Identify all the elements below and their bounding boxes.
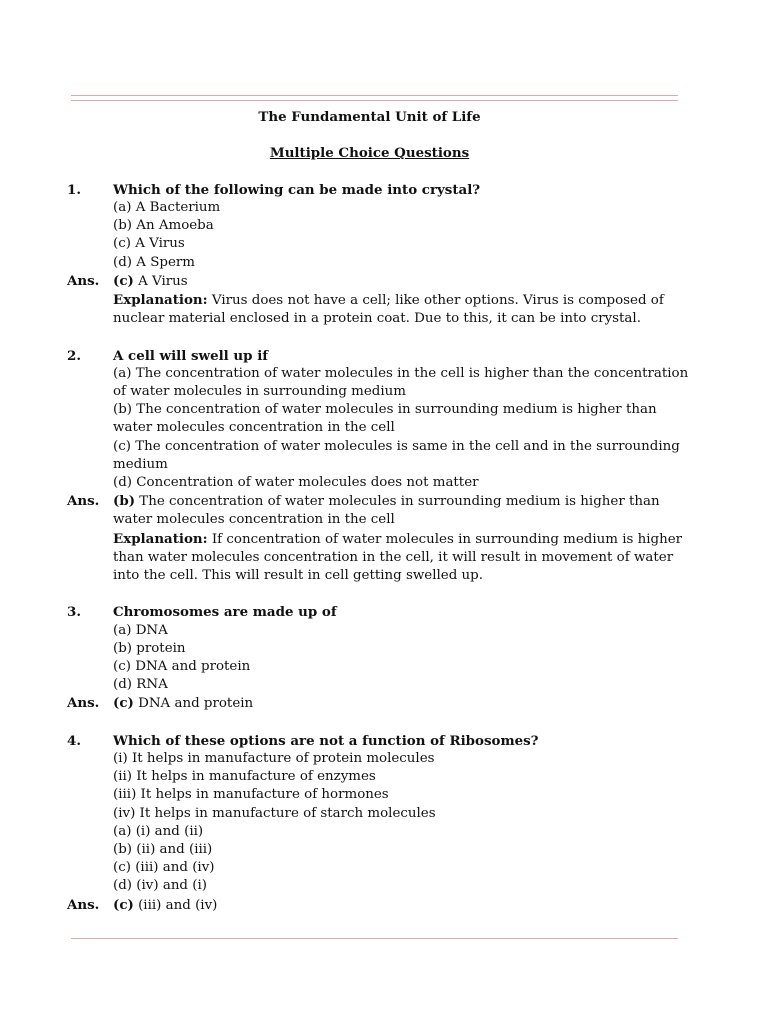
- section-heading: Multiple Choice Questions: [269, 145, 470, 162]
- explanation-label: Explanation:: [113, 292, 208, 308]
- question-3: [67, 603, 692, 713]
- question-number: 4.: [67, 732, 81, 749]
- question-number: 3.: [67, 604, 81, 621]
- option-d: (d) A Sperm: [113, 254, 195, 270]
- statement-iii: (iii) It helps in manufacture of hormones: [113, 787, 389, 803]
- page-title: The Fundamental Unit of Life: [258, 109, 481, 125]
- answer-letter: (b): [113, 493, 136, 510]
- option-c: (c) The concentration of water molecules is same in the cell and in the surrounding medium: [113, 438, 680, 472]
- option-a: (a) DNA: [113, 622, 168, 638]
- explanation-label: Explanation:: [113, 530, 208, 547]
- statement-i: (i) It helps in manufacture of protein molecules: [113, 751, 435, 767]
- question-number: 1.: [67, 181, 81, 198]
- option-d: (d) (iv) and (i): [113, 878, 207, 894]
- option-b: (b) The concentration of water molecules in surrounding medium is higher than water molecules concentration in the cell: [113, 402, 657, 436]
- question-number: 2.: [67, 347, 81, 364]
- question-text: Which of these options are not a function of Ribosomes?: [113, 732, 539, 749]
- option-a: (a) A Bacterium: [113, 199, 221, 215]
- answer-text: A Virus: [133, 273, 188, 289]
- footer-rule: [71, 938, 678, 939]
- answer-letter: (c): [113, 695, 134, 712]
- document-body: [67, 108, 692, 915]
- option-c: (c) (iii) and (iv): [113, 860, 215, 876]
- question-2: [67, 347, 692, 586]
- option-a: (a) The concentration of water molecules in the cell is higher than the concentration of water molecules in surrounding medium: [113, 365, 689, 399]
- option-d: (d) Concentration of water molecules does not matter: [113, 475, 479, 491]
- answer-label: Ans.: [67, 695, 100, 712]
- question-text: Chromosomes are made up of: [113, 604, 337, 621]
- answer-row: [67, 492, 692, 585]
- question-text: A cell will swell up if: [113, 347, 269, 364]
- answer-letter: (c): [113, 272, 134, 289]
- question-text: Which of the following can be made into crystal?: [113, 181, 481, 198]
- header-rule: [71, 95, 678, 101]
- answer-row: [67, 272, 692, 329]
- option-b: (b) (ii) and (iii): [113, 842, 213, 858]
- answer-text: The concentration of water molecules in surrounding medium is higher than water molecules concentration in the cell: [113, 494, 660, 528]
- statement-iv: (iv) It helps in manufacture of starch molecules: [113, 805, 436, 821]
- answer: [113, 492, 692, 529]
- answer-text: (iii) and (iv): [133, 897, 218, 913]
- option-b: (b) An Amoeba: [113, 218, 214, 234]
- option-c: (c) A Virus: [113, 236, 185, 252]
- option-d: (d) RNA: [113, 677, 168, 693]
- answer: [113, 896, 692, 915]
- answer: [113, 694, 692, 713]
- statement-ii: (ii) It helps in manufacture of enzymes: [113, 769, 376, 785]
- option-a: (a) (i) and (ii): [113, 823, 204, 839]
- explanation: [113, 291, 692, 328]
- explanation-text: Virus does not have a cell; like other options. Virus is composed of nuclear material enclosed in a protein coat. Due to this, it can be into crystal.: [113, 293, 664, 327]
- explanation-text: If concentration of water molecules in surrounding medium is higher than water molecules concentration in the cell, it will result in movement of water into the cell. This will result in cell getting swelled up.: [113, 531, 683, 584]
- option-c: (c) DNA and protein: [113, 659, 251, 675]
- answer-row: [67, 896, 692, 915]
- answer-label: Ans.: [67, 272, 100, 289]
- answer: [113, 272, 692, 291]
- option-b: (b) protein: [113, 640, 186, 656]
- answer-letter: (c): [113, 896, 134, 913]
- answer-label: Ans.: [67, 493, 100, 510]
- question-1: [67, 181, 692, 329]
- answer-row: [67, 694, 692, 713]
- explanation: [113, 530, 692, 586]
- answer-label: Ans.: [67, 896, 100, 913]
- question-4: [67, 732, 692, 915]
- answer-text: DNA and protein: [133, 696, 254, 712]
